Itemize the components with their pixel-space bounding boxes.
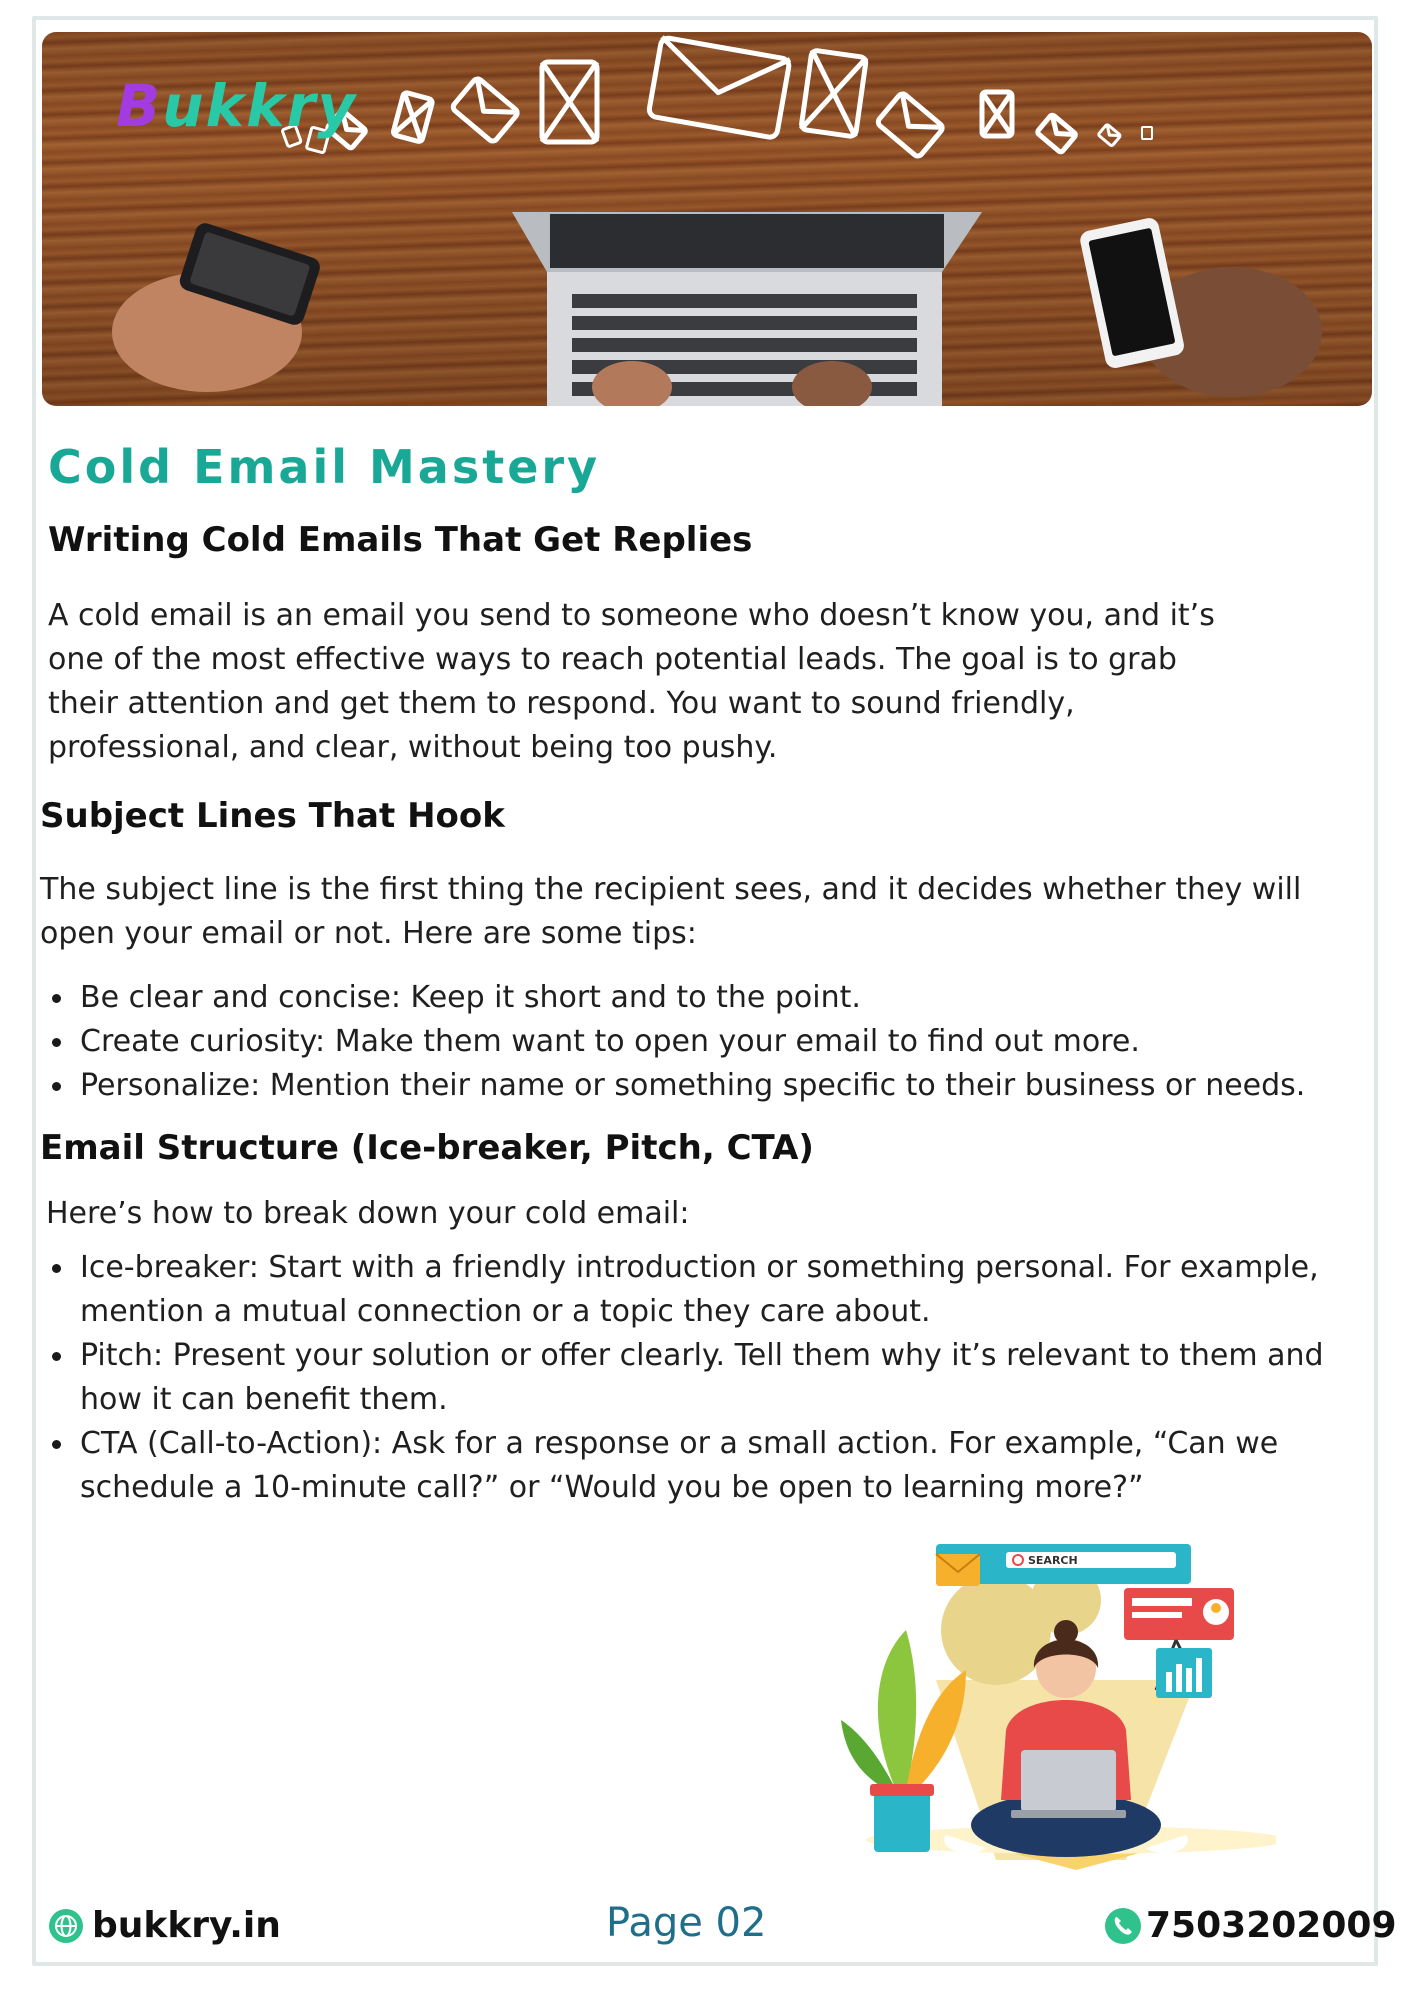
website-link[interactable]: bukkry.in — [92, 1905, 281, 1946]
phone-icon — [1104, 1907, 1142, 1945]
phone-number[interactable]: 7503202009 — [1146, 1905, 1397, 1946]
section-heading-writing: Writing Cold Emails That Get Replies — [48, 520, 753, 560]
bukkry-logo: Bukkry — [116, 72, 358, 140]
page-title: Cold Email Mastery — [48, 440, 601, 494]
list-item: Be clear and concise: Keep it short and to the point. — [46, 976, 1366, 1020]
section-intro-email-structure: Here’s how to break down your cold email: — [46, 1196, 690, 1231]
list-item: Ice-breaker: Start with a friendly introduction or something personal. For example, mention a mutual connection or a topic they care about. — [46, 1246, 1376, 1334]
email-structure-list — [46, 1246, 1376, 1510]
person-with-laptop-illustration — [826, 1540, 1276, 1870]
section-heading-email-structure: Email Structure (Ice-breaker, Pitch, CTA) — [40, 1128, 814, 1168]
list-item: Pitch: Present your solution or offer clearly. Tell them why it’s relevant to them and how it can benefit them. — [46, 1334, 1376, 1422]
list-item: Create curiosity: Make them want to open your email to find out more. — [46, 1020, 1366, 1064]
list-item: Personalize: Mention their name or something specific to their business or needs. — [46, 1064, 1366, 1108]
footer-phone[interactable] — [1104, 1905, 1397, 1946]
subject-tips-list — [46, 976, 1366, 1108]
plant-icon — [878, 1630, 916, 1790]
laptop-icon — [1021, 1750, 1116, 1812]
page-number: Page 02 — [606, 1900, 767, 1946]
globe-icon — [48, 1908, 84, 1944]
search-label: SEARCH — [1028, 1554, 1078, 1567]
chart-board-icon — [1156, 1648, 1212, 1698]
list-item: CTA (Call-to-Action): Ask for a response or a small action. For example, “Can we schedule a 10-minute call?” or “Would you be open to learning more?” — [46, 1422, 1376, 1510]
section-body-writing: A cold email is an email you send to someone who doesn’t know you, and it’s one of the most effective ways to reach potential leads. The goal is to grab their attention and get them to respond. You want to sound friendly, professional, and clear, without being too pushy. — [48, 598, 1215, 765]
section-heading-subject-lines: Subject Lines That Hook — [40, 796, 505, 836]
plant-pot — [874, 1790, 930, 1852]
hero-banner-image — [42, 32, 1372, 406]
footer-website[interactable] — [48, 1905, 281, 1946]
section-intro-subject-lines: The subject line is the first thing the recipient sees, and it decides whether they will open your email or not. Here are some tips: — [40, 872, 1302, 951]
